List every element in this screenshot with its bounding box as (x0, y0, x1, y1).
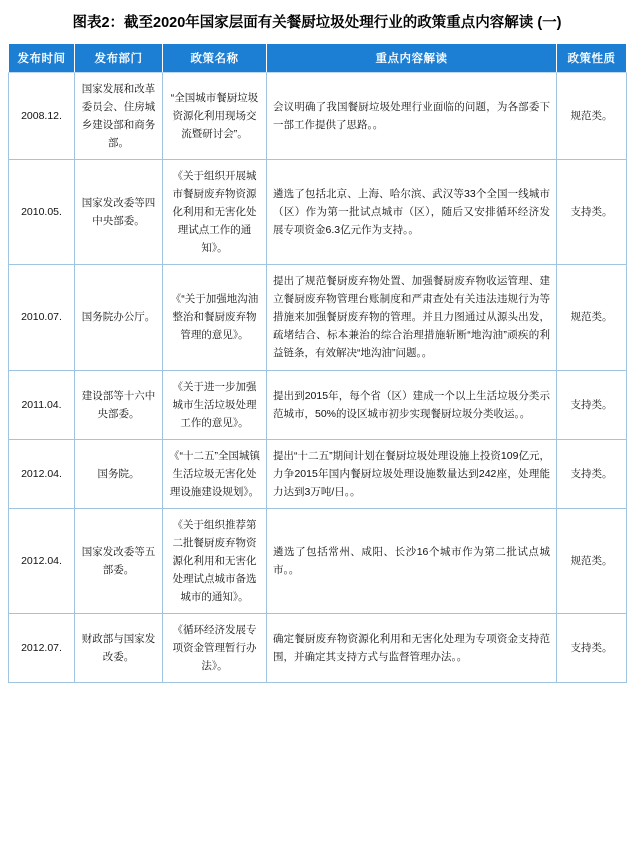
table-row (9, 160, 627, 265)
cell-policy-type: 支持类。 (557, 614, 627, 683)
cell-department: 国家发改委等四中央部委。 (75, 160, 163, 265)
cell-department: 国家发改委等五部委。 (75, 508, 163, 613)
cell-date: 2012.04. (9, 439, 75, 508)
column-header-policy-type: 政策性质 (557, 43, 627, 72)
cell-policy-name: 《“关于加强地沟油整治和餐厨废弃物管理的意见》。 (163, 265, 267, 370)
cell-policy-type: 支持类。 (557, 370, 627, 439)
cell-key-content: 遴选了包括北京、上海、哈尔滨、武汉等33个全国一线城市（区）作为第一批试点城市（区），随后又安排循环经济发展专项资金6.3亿元作为支持。。 (267, 160, 557, 265)
cell-policy-type: 支持类。 (557, 439, 627, 508)
cell-department: 国家发展和改革委员会、住房城乡建设部和商务部。 (75, 72, 163, 159)
table-body (9, 72, 627, 682)
cell-key-content: 提出到2015年，每个省（区）建成一个以上生活垃圾分类示范城市，50%的设区城市初步实现餐厨垃圾分类收运。。 (267, 370, 557, 439)
column-header-department: 发布部门 (75, 43, 163, 72)
table-row (9, 614, 627, 683)
cell-department: 财政部与国家发改委。 (75, 614, 163, 683)
cell-policy-name: 《关于组织推荐第二批餐厨废弃物资源化利用和无害化处理试点城市备选城市的通知》。 (163, 508, 267, 613)
cell-date: 2011.04. (9, 370, 75, 439)
table-row (9, 72, 627, 159)
cell-key-content: 会议明确了我国餐厨垃圾处理行业面临的问题，为各部委下一部工作提供了思路。。 (267, 72, 557, 159)
policy-table (8, 43, 627, 683)
table-row (9, 265, 627, 370)
cell-policy-name: 《“十二五”全国城镇生活垃圾无害化处理设施建设规划》。 (163, 439, 267, 508)
table-row (9, 370, 627, 439)
table-header (9, 43, 627, 72)
cell-department: 国务院办公厅。 (75, 265, 163, 370)
cell-policy-type: 支持类。 (557, 160, 627, 265)
cell-key-content: 遴选了包括常州、咸阳、长沙16个城市作为第二批试点城市。。 (267, 508, 557, 613)
cell-policy-type: 规范类。 (557, 508, 627, 613)
column-header-policy-name: 政策名称 (163, 43, 267, 72)
table-header-row (9, 43, 627, 72)
cell-policy-type: 规范类。 (557, 265, 627, 370)
cell-policy-name: “全国城市餐厨垃圾资源化利用现场交流暨研讨会”。 (163, 72, 267, 159)
cell-date: 2008.12. (9, 72, 75, 159)
column-header-date: 发布时间 (9, 43, 75, 72)
cell-policy-name: 《循环经济发展专项资金管理暂行办法》。 (163, 614, 267, 683)
cell-date: 2010.07. (9, 265, 75, 370)
cell-policy-name: 《关于组织开展城市餐厨废弃物资源化利用和无害化处理试点工作的通知》。 (163, 160, 267, 265)
page-title: 图表2：截至2020年国家层面有关餐厨垃圾处理行业的政策重点内容解读 (一) (72, 15, 562, 31)
cell-date: 2012.04. (9, 508, 75, 613)
cell-key-content: 提出了规范餐厨废弃物处置、加强餐厨废弃物收运管理、建立餐厨废弃物管理台账制度和严肃查处有关违法违规行为等措施来加强餐厨废弃物的管理。并且力图通过从源头出发，疏堵结合、标本兼治的综合治理措施斩断“地沟油”顽疾的利益链条，有效解决“地沟油”问题。。 (267, 265, 557, 370)
table-row (9, 439, 627, 508)
cell-policy-type: 规范类。 (557, 72, 627, 159)
cell-key-content: 提出“十二五”期间计划在餐厨垃圾处理设施上投资109亿元，力争2015年国内餐厨垃圾处理设施数量达到242座，处理能力达到3万吨/日。。 (267, 439, 557, 508)
cell-department: 建设部等十六中央部委。 (75, 370, 163, 439)
cell-date: 2012.07. (9, 614, 75, 683)
cell-date: 2010.05. (9, 160, 75, 265)
cell-policy-name: 《关于进一步加强城市生活垃圾处理工作的意见》。 (163, 370, 267, 439)
cell-key-content: 确定餐厨废弃物资源化利用和无害化处理为专项资金支持范围，并确定其支持方式与监督管理办法。。 (267, 614, 557, 683)
column-header-key-content: 重点内容解读 (267, 43, 557, 72)
cell-department: 国务院。 (75, 439, 163, 508)
table-row (9, 508, 627, 613)
